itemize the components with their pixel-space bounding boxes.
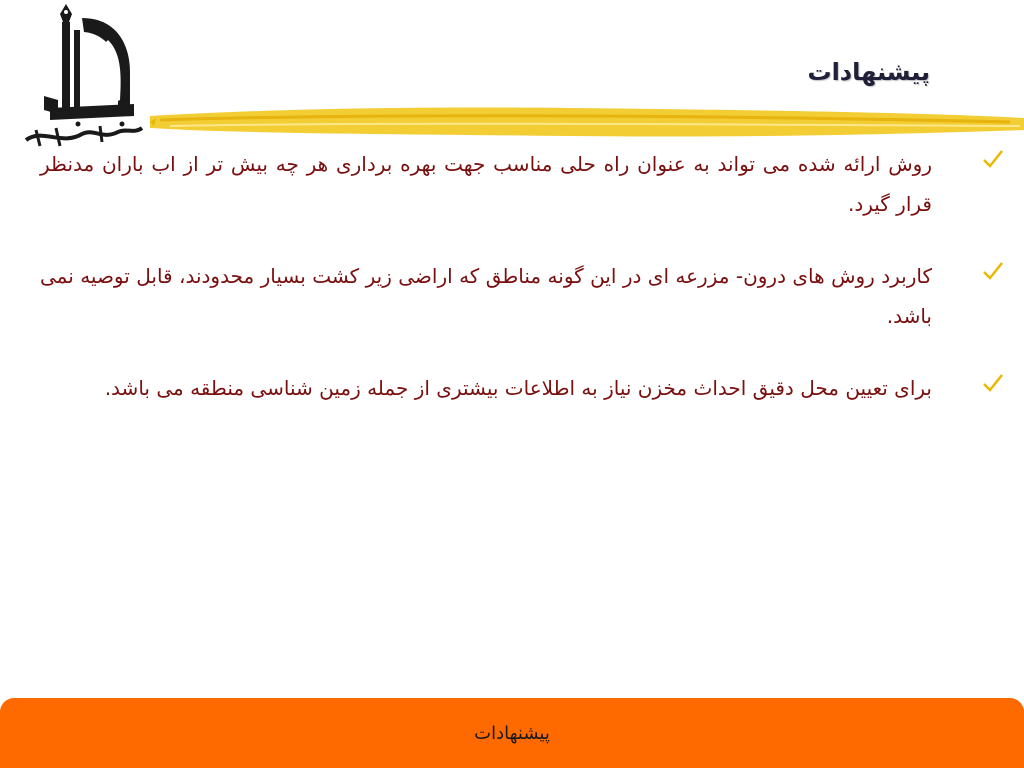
brush-stroke-decoration xyxy=(150,104,1024,140)
bullet-text: برای تعیین محل دقیق احداث مخزن نیاز به اطلاعات بیشتری از جمله زمین شناسی منطقه می باشد. xyxy=(104,376,932,400)
footer-bar xyxy=(0,698,1024,768)
checkmark-icon xyxy=(982,372,1004,394)
bullet-item xyxy=(40,144,968,224)
checkmark-icon xyxy=(982,148,1004,170)
bullet-list xyxy=(40,144,968,440)
bullet-text: کاربرد روش های درون- مزرعه ای در این گونه مناطق که اراضی زیر کشت بسیار محدودند، قابل توصیه نمی باشد. xyxy=(40,264,932,328)
bullet-item xyxy=(40,256,968,336)
university-logo-icon xyxy=(22,0,150,150)
bullet-item xyxy=(40,368,968,408)
checkmark-icon xyxy=(982,260,1004,282)
bullet-text: روش ارائه شده می تواند به عنوان راه حلی مناسب جهت بهره برداری هر چه بیش تر از اب باران مدنظر قرار گیرد. xyxy=(40,152,932,216)
footer-label: پیشنهادات xyxy=(474,722,550,744)
slide-title: پیشنهادات xyxy=(807,58,930,86)
